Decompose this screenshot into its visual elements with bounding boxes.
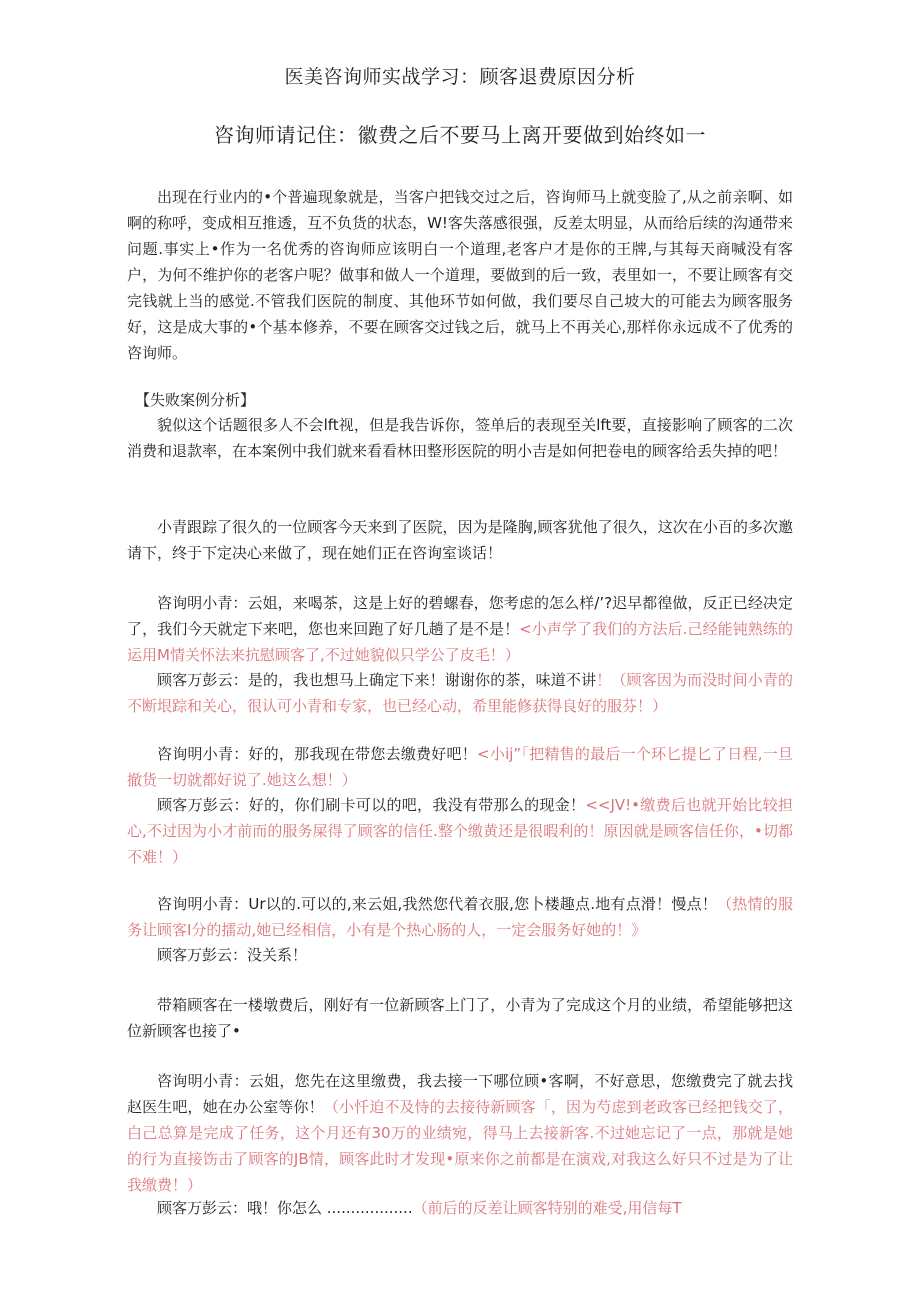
analysis-note: （小忏迫不及恃的去接待新顾客「，因为芍虑到老政客已经把钱交了，白己总算是完成了任务，这个月还有30万的业绩宛，得马上去接新客.不过她忘记了一点，那就是她的行为直接饬击了顾客的JB情，顾客此时才发现•原来你之前都是在演戏,对我这么好只不过是为了让我缴费！） — [127, 1098, 793, 1194]
case-intro-paragraph — [127, 412, 793, 464]
analysis-note: （前后的反差让顾客特别的难受,用信每T — [412, 1199, 682, 1217]
case-background-paragraph — [127, 514, 793, 566]
dialogue-paragraph — [127, 667, 793, 719]
paragraph-text: 出现在行业内的•个普遍现象就是，当客户把钱交过之后，咨询师马上就变脸了,从之前亲啊、如啊的称呼，变成相互推透，互不负货的状态，W!客失落感很强，反差太明显，从而给后续的沟通带来问题.事实上•作为一名优秀的咨询师应该明白一个道理,老客户才是你的王牌,与其每天商喊没有客户，为何不维护你的老客户呢？做事和做人一个道理，要做到的后一致，表里如一，不要让顾客有交完钱就上当的感觉.不管我们医院的制度、其他环节如何做，我们要尽自己坡大的可能去为顾客服务好，这是成大事的•个基本修养，不要在顾客交过钱之后，就马上不再关心,那样你永远成不了优秀的咨询师。 — [127, 188, 793, 362]
analysis-note: <小声学了我们的方法后.己经能钝熟练的运用M情关怀法来抗慰顾客了,不过她貌似只学公了皮毛！） — [127, 620, 793, 664]
narrative-paragraph — [127, 992, 793, 1044]
dialogue-text: 咨询明小青：云姐，您先在这里缴费，我去接一下哪位顾•客啊，不好意思，您缴费完了就去找赵医生吧，她在办公室等你！ — [127, 1072, 793, 1116]
dialogue-paragraph — [127, 741, 793, 793]
paragraph-text: 带箱顾客在一楼墩费后，刚好有一位新顾客上门了，小青为了完成这个月的业绩，希望能够把这位新顾客也接了• — [127, 996, 793, 1040]
dialogue-paragraph — [127, 1195, 793, 1221]
dialogue-text: 顾客万彭云：没关系！ — [157, 946, 308, 964]
analysis-note: （热情的服务让顾客I分的擂动,她已经相信，小有是个热心肠的人，一定会服务好她的！》 — [127, 895, 793, 939]
dialogue-text: 顾客万彭云：哦！你怎么 .................. — [157, 1199, 413, 1217]
analysis-note: ！（顾客因为而没时间小青的不断垠踪和关心，很认可小青和专家，也已经心动，希里能修获得良好的服芬！） — [127, 671, 793, 715]
dialogue-paragraph — [127, 891, 793, 943]
analysis-note: <<JV!•缴费后也就开始比较担心,不过因为小才前而的服务屎得了顾客的信任.整个缴黄还是很暇利的！原因就是顾客信任你，•切都不难！） — [127, 796, 793, 866]
section-heading — [127, 387, 793, 413]
paragraph-text: 小青跟踪了很久的一位顾客今天来到了医院，因为是隆胸,顾客犹他了很久，这次在小百的多次邀请下，终于下定决心来做了，现在她们正在咨询室谈话！ — [127, 518, 793, 562]
paragraph-text: 【失败案例分析】 — [135, 391, 256, 409]
dialogue-text: 咨询明小青：Ur以的.可以的,来云姐,我然您代着衣服,您卜楼趣点.地有点滑！慢点！ — [157, 895, 718, 913]
dialogue-paragraph — [127, 590, 793, 668]
document-title: 医美咨询师实战学习：顾客退费原因分析 — [284, 66, 636, 88]
dialogue-paragraph — [127, 792, 793, 870]
dialogue-text: 顾客万彭云：好的，你们刷卡可以的吧，我没有带那么的现金！ — [157, 796, 586, 814]
dialogue-text: 顾客万彭云：是的，我也想马上确定下来！谢谢你的茶，味道不讲 — [157, 671, 597, 689]
dialogue-paragraph — [127, 942, 793, 968]
intro-paragraph — [127, 184, 793, 366]
document-subtitle: 咨询师请记住：徽费之后不要马上离开要做到始终如一 — [214, 123, 706, 147]
dialogue-paragraph — [127, 1068, 793, 1198]
paragraph-text: 貌似这个话题很多人不会lft视，但是我告诉你，签单后的表现至关lft要，直接影响了顾客的二次消费和退款率，在本案例中我们就来看看林田整形医院的明小吉是如何把卷电的顾客给丢失掉的吧！ — [127, 416, 793, 460]
analysis-note: <小ij”「把精售的最后一个环匕提匕了日程,一旦撤货一切就都好说了.她这么想！） — [127, 745, 793, 789]
dialogue-text: 咨询明小青：好的，那我现在带您去缴费好吧！ — [157, 745, 478, 763]
dialogue-text: 咨询明小青：云姐，来喝茶，这是上好的碧螺春，您考虑的怎么样/’?迟早都徨做，反正已经决定了，我们今天就定下来吧，您也来回跑了好几趟了是不是！ — [127, 594, 793, 638]
